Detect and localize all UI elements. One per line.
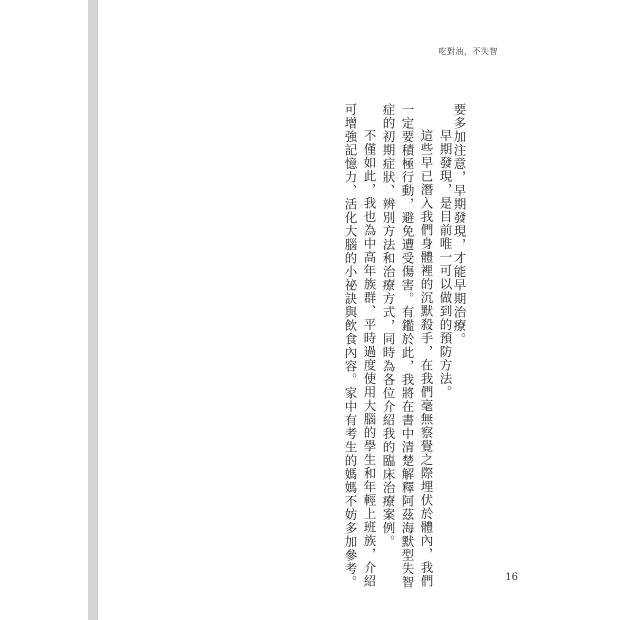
text-line: 這些早已潛入我們身體裡的沉默殺手，在我們毫無察覺之際埋伏於體內，我們 bbox=[419, 129, 434, 588]
text-line: 要多加注意，早期發現，才能早期治療。 bbox=[452, 103, 467, 346]
text-line: 不僅如此，我也為中高年族群、平時過度使用大腦的學生和年輕上班族，介紹 bbox=[362, 129, 377, 588]
text-line: 早期發現，是目前唯一可以做到的預防方法。 bbox=[438, 129, 453, 399]
text-line: 症的初期症狀、辨別方法和治療方式，同時為各位介紹我的臨床治療案例。 bbox=[381, 103, 396, 549]
text-line: 一定要積極行動，避免遭受傷害。有鑑於此，我將在書中清楚解釋阿茲海默型失智 bbox=[400, 103, 415, 589]
page-number: 16 bbox=[505, 572, 518, 583]
running-header: 吃對油，不失智 bbox=[438, 47, 498, 56]
text-line: 可增強記憶力、活化大腦的小祕訣與飲食內容。家中有考生的媽媽不妨多加參考。 bbox=[343, 103, 358, 589]
